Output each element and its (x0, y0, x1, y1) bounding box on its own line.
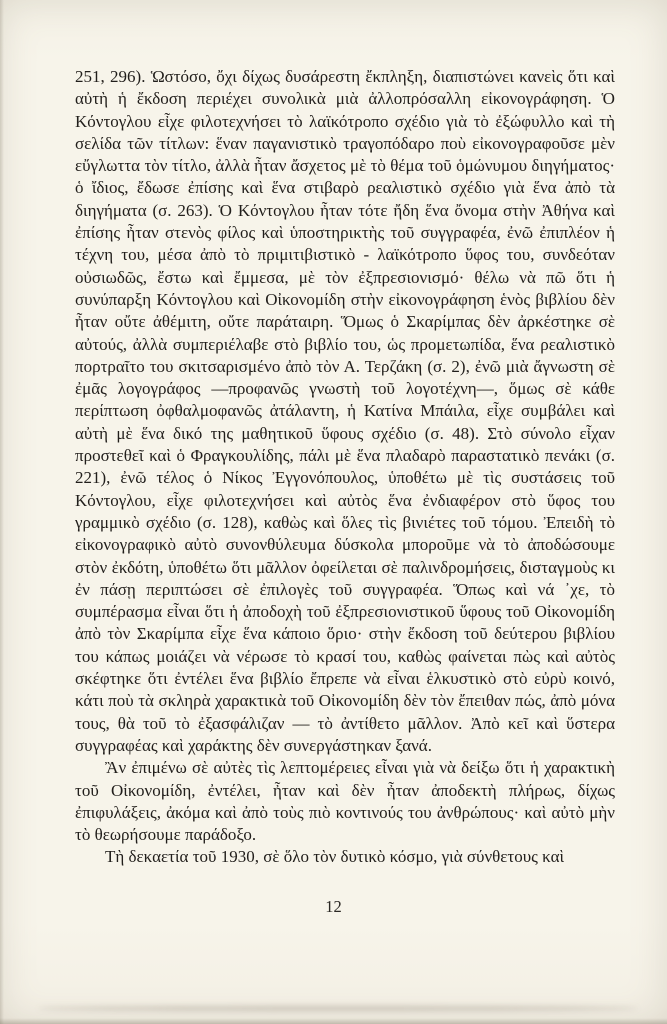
page-text-block (75, 66, 615, 869)
scan-artifact-left-edge (0, 0, 4, 1024)
scan-artifact-smudge (38, 1006, 638, 1011)
scan-artifact-bottom-edge (0, 1018, 667, 1024)
page-number: 12 (325, 897, 342, 916)
body-paragraph: 251, 296). Ὡστόσο, ὄχι δίχως δυσάρεστη ἔκπληξη, διαπιστώνει κανεὶς ὅτι καὶ αὐτὴ ἡ ἔκδοση περιέχει συνολικὰ μιὰ ἀλλοπρόσαλλη εἰκονογράφηση. Ὁ Κόντογλου εἶχε φιλοτεχνήσει τὸ λαϊκότροπο σχέδιο γιὰ τὸ ἐξώφυλλο καὶ τὴ σελίδα τῶν τίτλων: ἕναν παγανιστικὸ τραγοπόδαρο ποὺ εἰκονογραφοῦσε μὲν εὔγλωττα τὸν τίτλο, ἀλλὰ ἦταν ἄσχετος μὲ τὸ θέμα τοῦ ὁμώνυμου διηγήματος· ὁ ἴδιος, ἔδωσε ἐπίσης καὶ ἕνα στιβαρὸ ρεαλιστικὸ σχέδιο γιὰ ἕνα ἀπὸ τὰ διηγήματα (σ. 263). Ὁ Κόντογλου ἦταν τότε ἤδη ἕνα ὄνομα στὴν Ἀθήνα καὶ ἐπίσης ἦταν στενὸς φίλος καὶ ὑποστηρικτὴς τοῦ συγγραφέα, ἐνῶ ἐπιπλέον ἡ τέχνη του, μέσα ἀπὸ τὸ πριμιτιβιστικὸ - λαϊκότροπο ὕφος του, συνδεόταν οὐσιωδῶς, ἔστω καὶ ἔμμεσα, μὲ τὸν ἐξπρεσιονισμό· θέλω νὰ πῶ ὅτι ἡ συνύπαρξη Κόντογλου καὶ Οἰκονομίδη στὴν εἰκονογράφηση ἑνὸς βιβλίου δὲν ἦταν οὔτε ἀθέμιτη, οὔτε παράταιρη. Ὅμως ὁ Σκαρίμπας δὲν ἀρκέστηκε σὲ αὐτούς, ἀλλὰ συμπεριέλαβε στὸ βιβλίο του, ὡς προμετωπίδα, ἕνα ρεαλιστικὸ πορτραῖτο του σκιτσαρισμένο ἀπὸ τὸν Α. Τερζάκη (σ. 2), ἐνῶ μιὰ ἄγνωστη σὲ ἐμᾶς λογογράφος —προφανῶς γνωστὴ τοῦ λογοτέχνη—, ὅμως σὲ κάθε περίπτωση ὀφθαλμοφανῶς ἀτάλαντη, ἡ Κατίνα Μπάιλα, εἶχε συμβάλει καὶ αὐτὴ μὲ ἕνα δικό της μαθητικοῦ ὕφους σχέδιο (σ. 48). Στὸ σύνολο εἶχαν προστεθεῖ καὶ ὁ Φραγκουλίδης, πάλι μὲ ἕνα πλαδαρὸ παραστατικὸ πενάκι (σ. 221), ἐνῶ τέλος ὁ Νίκος Ἐγγονόπουλος, ὑποθέτω μὲ τὶς συστάσεις τοῦ Κόντογλου, εἶχε φιλοτεχνήσει καὶ αὐτὸς ἕνα ἐνδιαφέρον στὸ ὕφος του γραμμικὸ σχέδιο (σ. 128), καθὼς καὶ ὅλες τὶς βινιέτες τοῦ τόμου. Ἐπειδὴ τὸ εἰκονογραφικὸ αὐτὸ συνονθύλευμα δύσκολα μποροῦμε νὰ τὸ ἀποδώσουμε στὸν ἐκδότη, ὑποθέτω ὅτι μᾶλλον ὀφείλεται σὲ παλινδρομήσεις, δισταγμοὺς κι ἐν πάσῃ περιπτώσει σὲ ἐπιλογὲς τοῦ συγγραφέα. Ὅπως καὶ νά ᾽χε, τὸ συμπέρασμα εἶναι ὅτι ἡ ἀποδοχὴ τοῦ ἐξπρεσιονιστικοῦ ὕφους τοῦ Οἰκονομίδη ἀπὸ τὸν Σκαρίμπα εἶχε ἕνα κάποιο ὅριο· στὴν ἔκδοση τοῦ δεύτερου βιβλίου του κάπως μοιάζει νὰ νέρωσε τὸ κρασί του, καθὼς φαίνεται πὼς καὶ αὐτὸς σκέφτηκε ὅτι ἐντέλει ἕνα βιβλίο ἔπρεπε νὰ εἶναι ἑλκυστικὸ στὸ εὐρὺ κοινό, κάτι ποὺ τὰ σκληρὰ χαρακτικὰ τοῦ Οἰκονομίδη δὲν τὸν ἔπειθαν πώς, ἀπὸ μόνα τους, θὰ τοῦ τὸ ἐξασφάλιζαν — τὸ ἀντίθετο μᾶλλον. Ἀπὸ κεῖ καὶ ὕστερα συγγραφέας καὶ χαράκτης δὲν συνεργάστηκαν ξανά. (75, 67, 615, 755)
body-paragraph: Τὴ δεκαετία τοῦ 1930, σὲ ὅλο τὸν δυτικὸ κόσμο, γιὰ σύνθετους καὶ (105, 847, 565, 867)
body-paragraph: Ἂν ἐπιμένω σὲ αὐτὲς τὶς λεπτομέρειες εἶναι γιὰ νὰ δείξω ὅτι ἡ χαρακτικὴ τοῦ Οἰκονομίδη, ἐντέλει, ἦταν καὶ δὲν ἦταν ἀποδεκτὴ πλήρως, δίχως ἐπιφυλάξεις, ἀκόμα καὶ ἀπὸ τοὺς πιὸ κοντινούς του ἀνθρώπους· καὶ αὐτὸ μὴν τὸ θεωρήσουμε παράδοξο. (75, 758, 615, 845)
